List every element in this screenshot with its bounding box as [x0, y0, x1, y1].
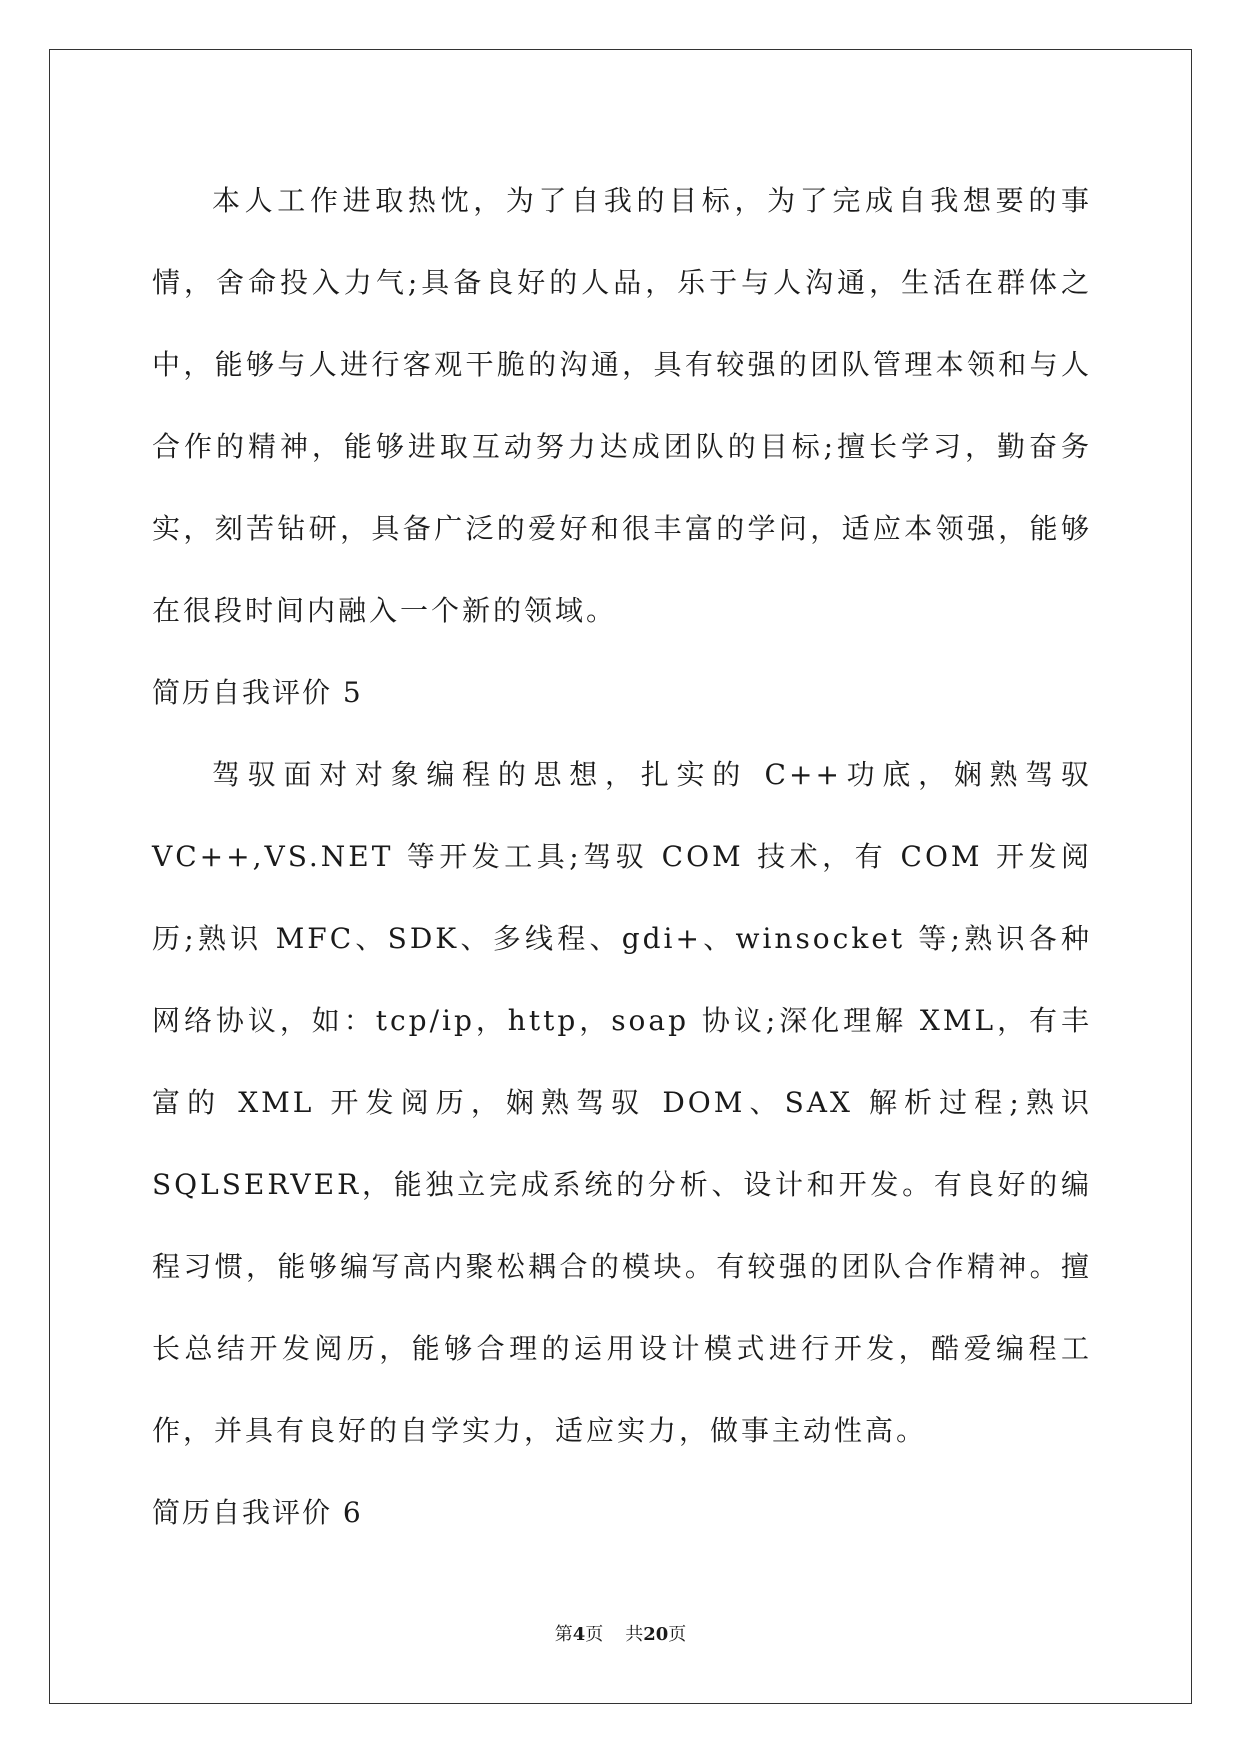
total-pages: 20	[643, 1624, 669, 1645]
page-number: 4	[572, 1624, 586, 1645]
heading-self-evaluation-5: 简历自我评价 5	[152, 676, 363, 709]
page-prefix: 第	[554, 1624, 573, 1645]
page-footer	[0, 1620, 1241, 1646]
document-body	[152, 160, 1092, 1554]
paragraph-2: 驾驭面对对象编程的思想，扎实的 C++功底，娴熟驾驭 VC++,VS.NET 等开发工具;驾驭 COM 技术，有 COM 开发阅历;熟识 MFC、SDK、多线程、gdi+、winsocket 等;熟识各种网络协议，如：tcp/ip，http，soap 协议;深化理解 XML，有丰富的 XML 开发阅历，娴熟驾驭 DOM、SAX 解析过程;熟识 SQLSERVER，能独立完成系统的分析、设计和开发。有良好的编程习惯，能够编写高内聚松耦合的模块。有较强的团队合作精神。擅长总结开发阅历，能够合理的运用设计模式进行开发，酷爱编程工作，并具有良好的自学实力，适应实力，做事主动性高。	[152, 758, 1092, 1447]
heading-self-evaluation-6: 简历自我评价 6	[152, 1496, 363, 1529]
total-prefix: 共	[625, 1624, 644, 1645]
page-suffix: 页	[585, 1624, 604, 1645]
paragraph-1: 本人工作进取热忱，为了自我的目标，为了完成自我想要的事情，舍命投入力气;具备良好的人品，乐于与人沟通，生活在群体之中，能够与人进行客观干脆的沟通，具有较强的团队管理本领和与人合作的精神，能够进取互动努力达成团队的目标;擅长学习，勤奋务实，刻苦钻研，具备广泛的爱好和很丰富的学问，适应本领强，能够在很段时间内融入一个新的领域。	[152, 184, 1092, 627]
total-suffix: 页	[668, 1624, 687, 1645]
